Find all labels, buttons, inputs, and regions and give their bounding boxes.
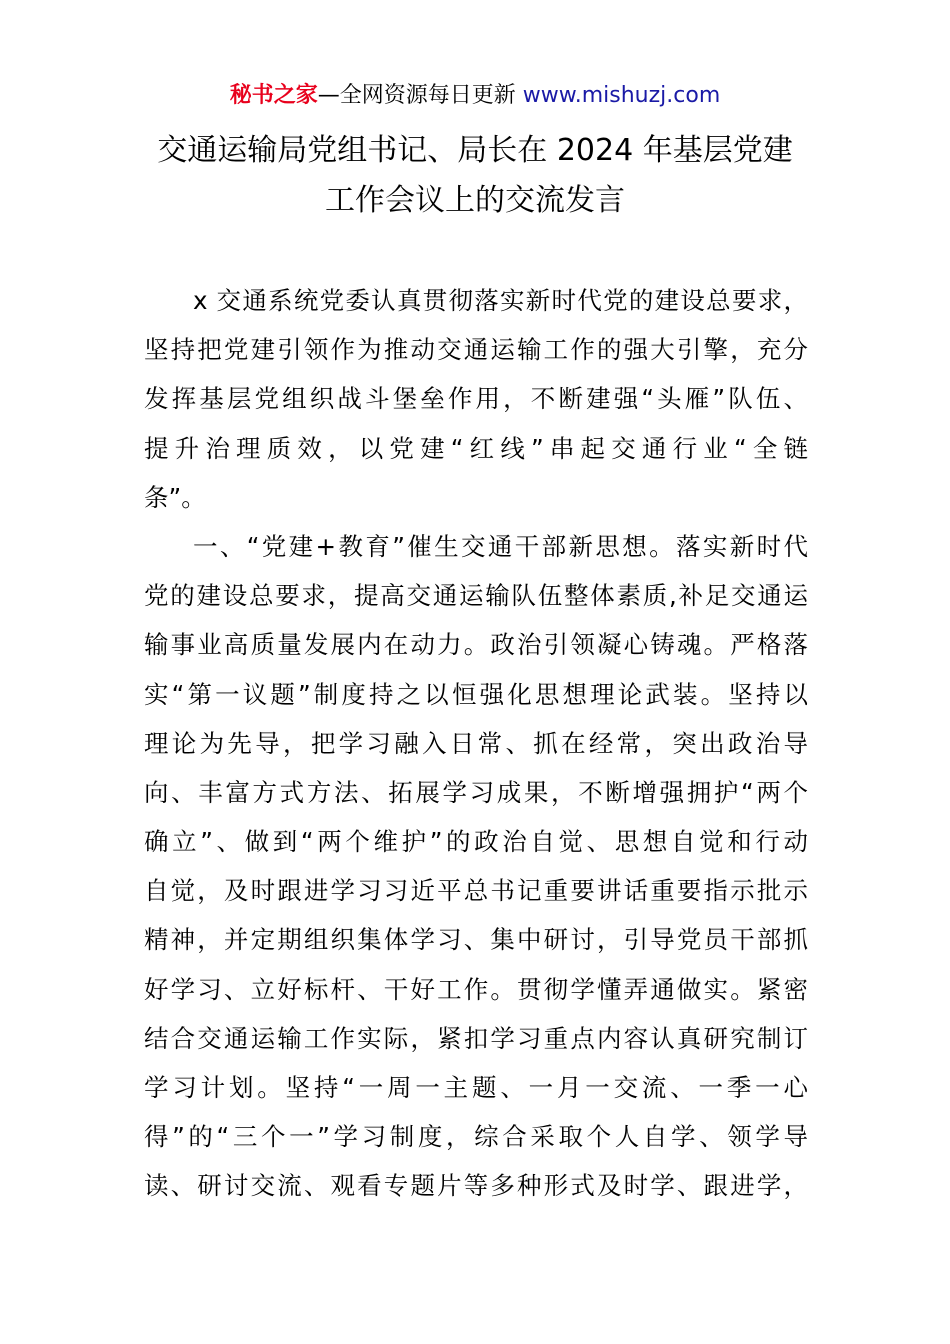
title-line-2: 工作会议上的交流发言	[325, 183, 625, 218]
body-line: 理论为先导，把学习融入日常、抓在经常，突出政治导	[144, 728, 808, 758]
header-tagline: —全网资源每日更新	[317, 83, 523, 108]
body-line: 实“第一议题”制度持之以恒强化思想理论武装。坚持以	[144, 679, 808, 709]
body-line: x 交通系统党委认真贯彻落实新时代党的建设总要求，	[193, 286, 808, 315]
body-line: 结合交通运输工作实际，紧扣学习重点内容认真研究制订	[144, 1023, 808, 1053]
title-line-1: 交通运输局党组书记、局长在 2024 年基层党建	[157, 133, 793, 168]
body-line: 确立”、做到“两个维护”的政治自觉、思想自觉和行动	[144, 827, 808, 857]
document-title	[100, 126, 850, 226]
body-line: 向、丰富方式方法、拓展学习成果，不断增强拥护“两个	[144, 777, 808, 807]
body-line: 好学习、立好标杆、干好工作。贯彻学懂弄通做实。紧密	[144, 974, 808, 1004]
body-line: 坚持把党建引领作为推动交通运输工作的强大引擎，充分	[144, 335, 808, 365]
body-line: 输事业高质量发展内在动力。政治引领凝心铸魂。严格落	[144, 630, 808, 660]
body-line: 自觉，及时跟进学习习近平总书记重要讲话重要指示批示	[144, 876, 808, 906]
body-line: 得”的“三个一”学习制度，综合采取个人自学、领学导	[144, 1122, 808, 1152]
body-line: 一、“党建+教育”催生交通干部新思想。落实新时代	[193, 531, 808, 561]
site-header	[0, 80, 950, 112]
body-line: 发挥基层党组织战斗堡垒作用，不断建强“头雁”队伍、	[144, 384, 808, 414]
body-line: 读、研讨交流、观看专题片等多种形式及时学、跟进学，	[144, 1171, 808, 1201]
body-line: 提升治理质效，以党建“红线”串起交通行业“全链	[144, 433, 808, 463]
site-url-link[interactable]: www.mishuzj.com	[522, 83, 721, 108]
body-line: 精神，并定期组织集体学习、集中研讨，引导党员干部抓	[144, 925, 808, 955]
brand-name: 秘书之家	[229, 83, 318, 108]
body-line: 条”。	[144, 482, 206, 512]
body-line: 党的建设总要求，提高交通运输队伍整体素质,补足交通运	[144, 581, 808, 611]
body-line: 学习计划。坚持“一周一主题、一月一交流、一季一心	[144, 1073, 808, 1102]
document-body	[144, 276, 808, 1211]
